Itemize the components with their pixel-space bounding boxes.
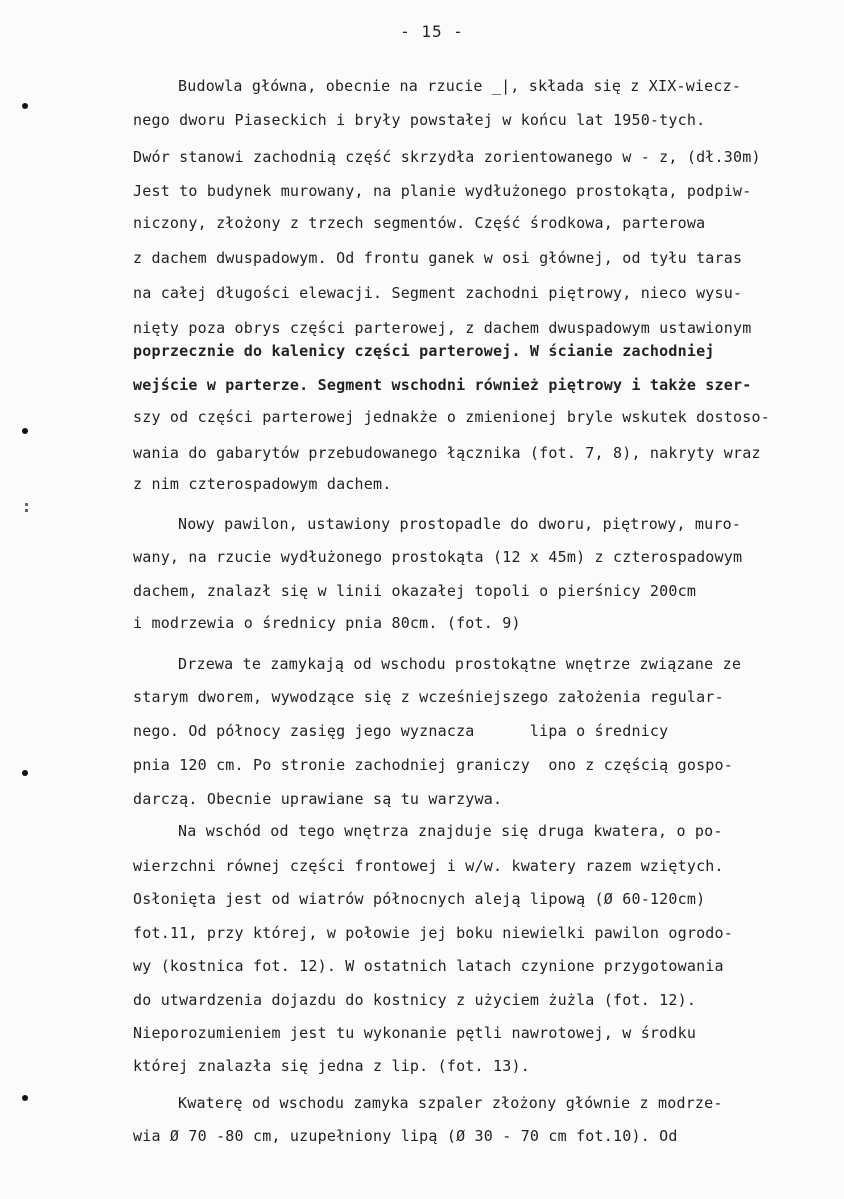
text-line: Nowy pawilon, ustawiony prostopadle do dworu, piętrowy, muro- <box>178 515 742 533</box>
text-line: Jest to budynek murowany, na planie wydłużonego prostokąta, podpiw- <box>133 182 752 200</box>
text-line: z dachem dwuspadowym. Od frontu ganek w osi głównej, od tyłu taras <box>133 249 743 267</box>
text-line: z nim czterospadowym dachem. <box>133 475 392 493</box>
text-line: wejście w parterze. Segment wschodni również piętrowy i także szer- <box>133 376 752 394</box>
text-line: Na wschód od tego wnętrza znajduje się druga kwatera, o po- <box>178 822 723 840</box>
text-line: na całej długości elewacji. Segment zachodni piętrowy, nieco wysu- <box>133 284 743 302</box>
text-line: Drzewa te zamykają od wschodu prostokątne wnętrze związane ze <box>178 655 742 673</box>
text-line: poprzecznie do kalenicy części parterowej. W ścianie zachodniej <box>133 342 715 360</box>
margin-mark <box>24 500 30 522</box>
text-line: i modrzewia o średnicy pnia 80cm. (fot. 9) <box>133 614 521 632</box>
text-line: wany, na rzucie wydłużonego prostokąta (12 x 45m) z czterospadowym <box>133 548 743 566</box>
text-line: wania do gabarytów przebudowanego łącznika (fot. 7, 8), nakryty wraz <box>133 444 761 462</box>
punch-hole <box>22 1095 28 1101</box>
text-line: szy od części parterowej jednakże o zmienionej bryle wskutek dostoso- <box>133 408 770 426</box>
text-line: pnia 120 cm. Po stronie zachodniej graniczy ono z częścią gospo- <box>133 756 733 774</box>
text-line: Osłonięta jest od wiatrów północnych aleją lipową (Ø 60-120cm) <box>133 890 706 908</box>
text-line: do utwardzenia dojazdu do kostnicy z użyciem żużla (fot. 12). <box>133 991 697 1009</box>
text-line: Kwaterę od wschodu zamyka szpaler złożony głównie z modrze- <box>178 1094 723 1112</box>
punch-hole <box>22 428 28 434</box>
text-line: wia Ø 70 -80 cm, uzupełniony lipą (Ø 30 - 70 cm fot.10). Od <box>133 1127 678 1145</box>
text-line: wy (kostnica fot. 12). W ostatnich latach czynione przygotowania <box>133 957 724 975</box>
text-line: dachem, znalazł się w linii okazałej topoli o pierśnicy 200cm <box>133 582 697 600</box>
page-number: - 15 - <box>400 22 464 41</box>
text-line: Dwór stanowi zachodnią część skrzydła zorientowanego w - z, (dł.30m) <box>133 148 761 166</box>
text-line: fot.11, przy której, w połowie jej boku niewielki pawilon ogrodo- <box>133 924 733 942</box>
text-line: nego. Od północy zasięg jego wyznacza lipa o średnicy <box>133 722 669 740</box>
text-line: darczą. Obecnie uprawiane są tu warzywa. <box>133 790 503 808</box>
text-line: której znalazła się jedna z lip. (fot. 13). <box>133 1057 530 1075</box>
text-line: nego dworu Piaseckich i bryły powstałej w końcu lat 1950-tych. <box>133 111 706 129</box>
text-line: wierzchni równej części frontowej i w/w. kwatery razem wziętych. <box>133 857 724 875</box>
punch-hole <box>22 770 28 776</box>
text-line: Nieporozumieniem jest tu wykonanie pętli nawrotowej, w środku <box>133 1024 697 1042</box>
text-line: nięty poza obrys części parterowej, z dachem dwuspadowym ustawionym <box>133 319 752 337</box>
text-line: Budowla główna, obecnie na rzucie _|, składa się z XIX-wiecz- <box>178 77 742 95</box>
text-line: starym dworem, wywodzące się z wcześniejszego założenia regular- <box>133 688 724 706</box>
punch-hole <box>22 103 28 109</box>
text-line: niczony, złożony z trzech segmentów. Część środkowa, parterowa <box>133 214 706 232</box>
